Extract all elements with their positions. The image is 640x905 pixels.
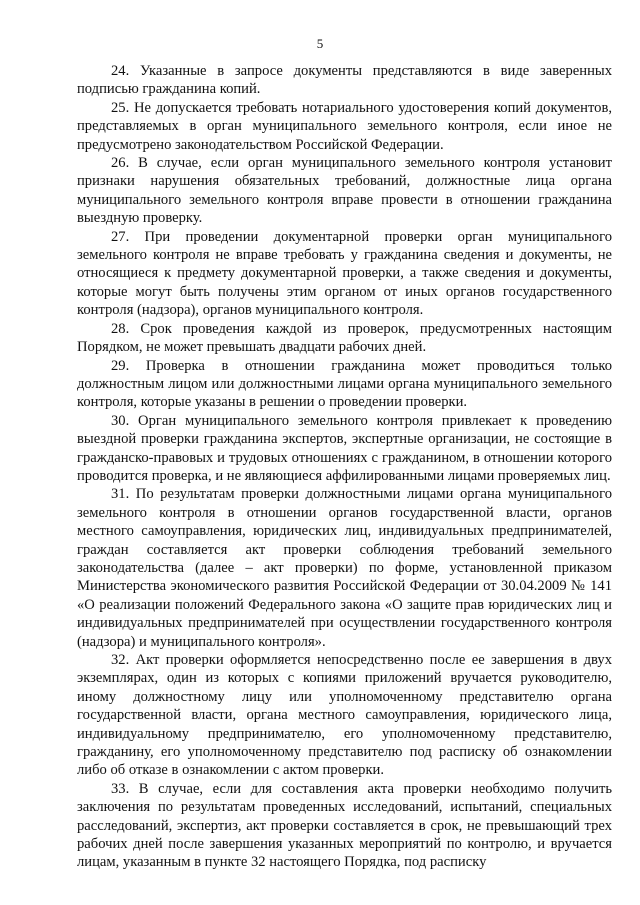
paragraph-31: 31. По результатам проверки должностными лицами органа муниципального земельного контроля в отношении органов государственной власти, органов местного самоуправления, юридических лиц, индивидуальных предпринимателей, граждан составляется акт проверки соблюдения требований земельного законодательства (далее – акт проверки) по форме, установленной приказом Министерства экономического развития Российской Федерации от 30.04.2009 № 141 «О реализации положений Федерального закона «О защите прав юридических лиц и индивидуальных предпринимателей при осуществлении государственного контроля (надзора) и муниципального контроля». <box>77 486 612 650</box>
paragraph-28: 28. Срок проведения каждой из проверок, предусмотренных настоящим Порядком, не может превышать двадцати рабочих дней. <box>77 320 612 356</box>
page-number: 5 <box>316 36 324 51</box>
paragraph-26: 26. В случае, если орган муниципального земельного контроля установит признаки нарушения обязательных требований, должностные лица органа муниципального земельного контроля вправе провести в отношении гражданина выездную проверку. <box>77 155 612 227</box>
paragraph-33: 33. В случае, если для составления акта проверки необходимо получить заключения по результатам проведенных исследований, испытаний, специальных расследований, экспертиз, акт проверки составляется в срок, не превышающий трех рабочих дней после завершения указанных мероприятий по контролю, и вручается лицам, указанным в пункте 32 настоящего Порядка, под расписку <box>77 780 612 871</box>
paragraph-29: 29. Проверка в отношении гражданина может проводиться только должностным лицом или должностными лицами органа муниципального земельного контроля, которые указаны в решении о проведении проверки. <box>77 357 612 411</box>
paragraph-32: 32. Акт проверки оформляется непосредственно после ее завершения в двух экземплярах, один из которых с копиями приложений вручается руководителю, иному должностному лицу или уполномоченному представителю органа государственной власти, органа местного самоуправления, юридического лица, индивидуальному предпринимателю, его уполномоченному представителю, гражданину, его уполномоченному представителю под расписку об ознакомлении либо об отказе в ознакомлении с актом проверки. <box>77 652 612 779</box>
paragraph-25: 25. Не допускается требовать нотариального удостоверения копий документов, представляемых в орган муниципального земельного контроля, если иное не предусмотрено законодательством Российской Федерации. <box>77 99 612 153</box>
paragraph-30: 30. Орган муниципального земельного контроля привлекает к проведению выездной проверки гражданина экспертов, экспертные организации, не состоящие в гражданско-правовых и трудовых отношениях с гражданином, в отношении которого проводится проверка, и не являющиеся аффилированными лицами проверяемых лиц. <box>77 412 612 484</box>
paragraph-24: 24. Указанные в запросе документы представляются в виде заверенных подписью гражданина копий. <box>77 63 612 98</box>
paragraph-27: 27. При проведении документарной проверки орган муниципального земельного контроля не вправе требовать у гражданина сведения и документы, не относящиеся к предмету документарной проверки, а также сведения и документы, которые могут быть получены этим органом от иных органов государственного контроля (надзора), органов муниципального контроля. <box>77 228 612 319</box>
document-body <box>77 62 612 872</box>
